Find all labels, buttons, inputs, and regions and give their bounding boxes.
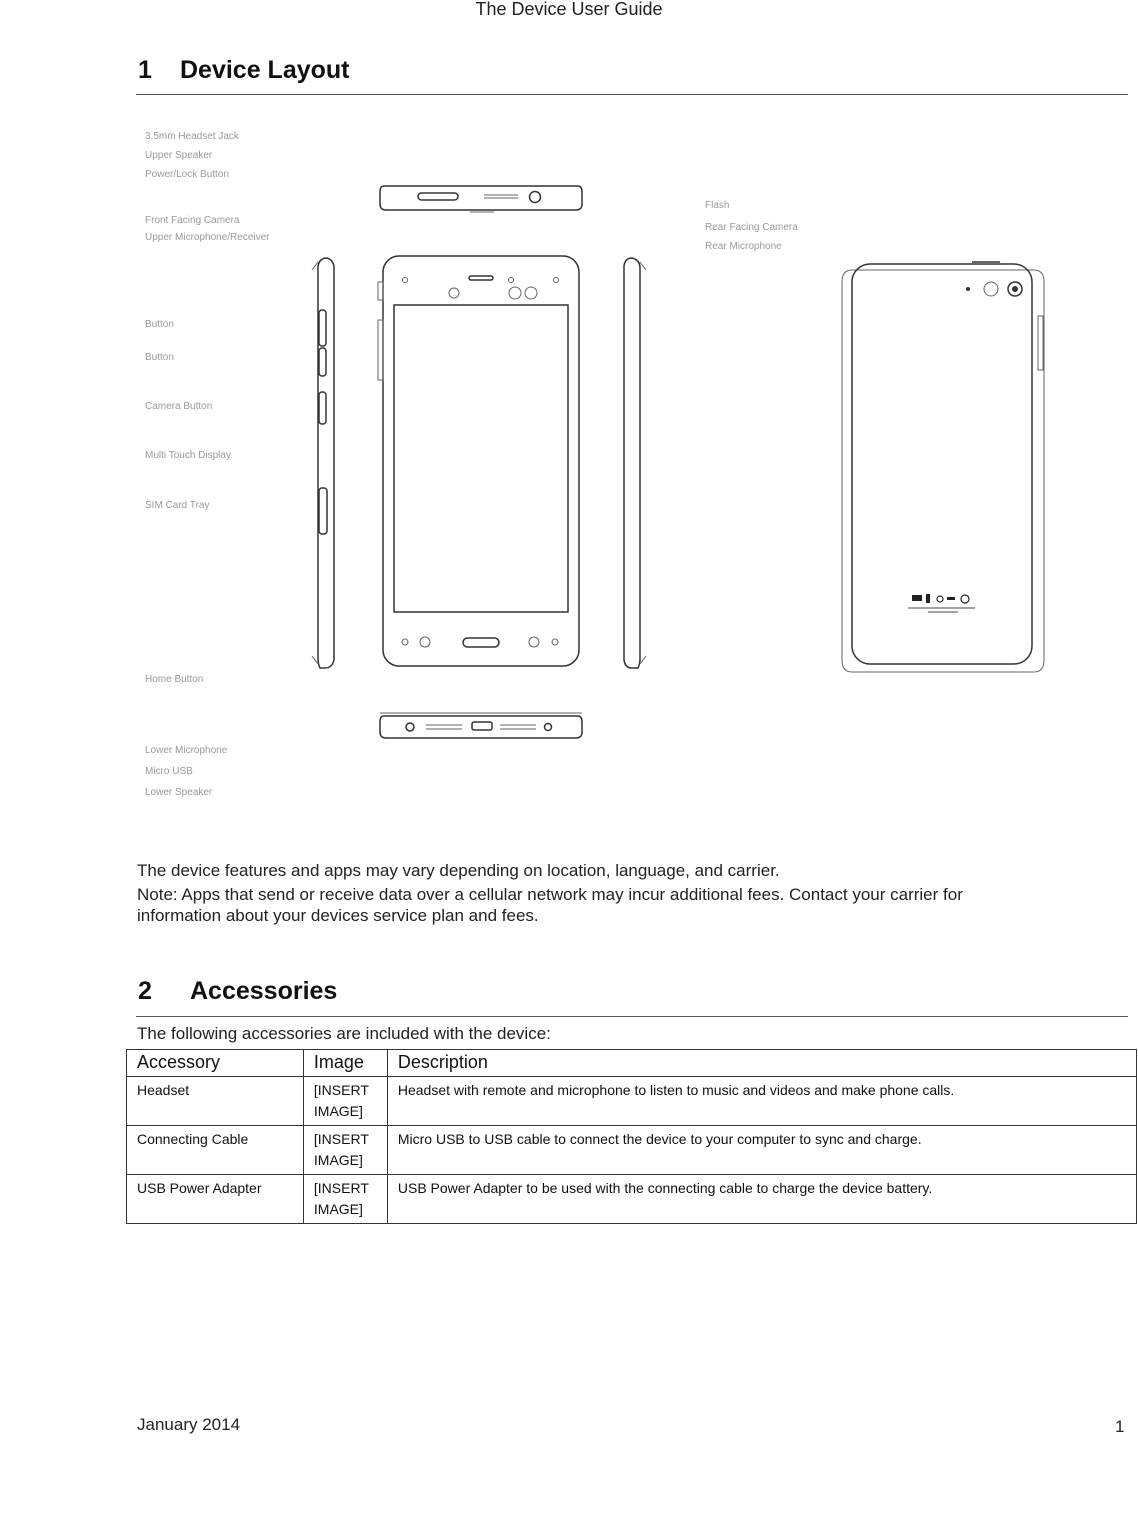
phone-left-side	[312, 258, 334, 668]
table-row	[127, 1175, 1137, 1224]
label-camera-button: Camera Button	[145, 401, 213, 412]
accessory-name: USB Power Adapter	[127, 1175, 304, 1224]
micro-usb-port-icon	[472, 722, 492, 730]
label-rear-camera: Rear Facing Camera	[705, 222, 798, 233]
label-micro-usb: Micro USB	[145, 766, 193, 777]
label-lower-microphone: Lower Microphone	[145, 745, 228, 756]
note-line-3: information about your devices service plan and fees.	[137, 906, 539, 925]
rear-microphone-icon	[966, 287, 970, 291]
phone-bottom-edge	[380, 713, 582, 738]
page-number: 1	[1115, 1417, 1125, 1436]
label-rear-microphone: Rear Microphone	[705, 241, 782, 252]
column-header-accessory: Accessory	[127, 1050, 304, 1077]
volume-down-button	[319, 348, 326, 376]
accessory-name: Headset	[127, 1077, 304, 1126]
label-upper-microphone: Upper Microphone/Receiver	[145, 232, 270, 243]
label-front-camera: Front Facing Camera	[145, 215, 240, 226]
regulatory-marks-logo	[908, 594, 975, 612]
footer-date: January 2014	[137, 1415, 241, 1434]
accessory-image-placeholder: [INSERT IMAGE]	[303, 1175, 387, 1224]
volume-up-button	[319, 310, 326, 346]
label-lower-speaker: Lower Speaker	[145, 787, 213, 798]
label-button-2: Button	[145, 352, 174, 363]
label-multi-touch-display: Multi Touch Display	[145, 450, 231, 461]
page-header: The Device User Guide	[475, 0, 663, 19]
accessories-table	[126, 1049, 1137, 1224]
lower-microphone-icon	[406, 723, 414, 731]
flash-icon	[984, 282, 998, 296]
table-row	[127, 1126, 1137, 1175]
section-1-number: 1	[138, 56, 152, 84]
section-2-rule	[136, 1016, 1128, 1017]
accessory-description: Micro USB to USB cable to connect the device to your computer to sync and charge.	[387, 1126, 1136, 1175]
accessory-description: Headset with remote and microphone to listen to music and videos and make phone calls.	[387, 1077, 1136, 1126]
label-power-lock-button: Power/Lock Button	[145, 169, 229, 180]
phone-right-side	[624, 258, 646, 668]
camera-side-button	[319, 392, 326, 424]
label-home-button: Home Button	[145, 674, 204, 685]
phone-back	[842, 262, 1044, 672]
multi-touch-display	[394, 305, 568, 612]
phone-front	[378, 256, 579, 666]
headset-jack-icon	[530, 192, 541, 203]
earpiece-icon	[469, 276, 493, 280]
column-header-image: Image	[303, 1050, 387, 1077]
accessories-intro: The following accessories are included with the device:	[137, 1024, 551, 1043]
note-line-2: Note: Apps that send or receive data over a cellular network may incur additional fees. Contact your carrier for	[137, 885, 963, 904]
column-header-description: Description	[387, 1050, 1136, 1077]
label-upper-speaker: Upper Speaker	[145, 150, 213, 161]
front-camera-icon	[525, 287, 537, 299]
label-headset-jack: 3.5mm Headset Jack	[145, 131, 239, 142]
accessory-image-placeholder: [INSERT IMAGE]	[303, 1077, 387, 1126]
accessory-name: Connecting Cable	[127, 1126, 304, 1175]
table-row	[127, 1077, 1137, 1126]
label-sim-card-tray: SIM Card Tray	[145, 500, 210, 511]
section-2-number: 2	[138, 977, 152, 1005]
accessory-description: USB Power Adapter to be used with the connecting cable to charge the device battery.	[387, 1175, 1136, 1224]
section-1-title: Device Layout	[180, 56, 350, 84]
table-header-row	[127, 1050, 1137, 1077]
accessory-image-placeholder: [INSERT IMAGE]	[303, 1126, 387, 1175]
note-line-1: The device features and apps may vary depending on location, language, and carrier.	[137, 861, 780, 880]
phone-top-edge	[380, 186, 582, 212]
label-flash: Flash	[705, 200, 730, 211]
section-2-title: Accessories	[190, 977, 338, 1005]
sim-card-tray-slot	[319, 488, 327, 534]
home-button	[463, 638, 499, 647]
label-button-1: Button	[145, 319, 174, 330]
